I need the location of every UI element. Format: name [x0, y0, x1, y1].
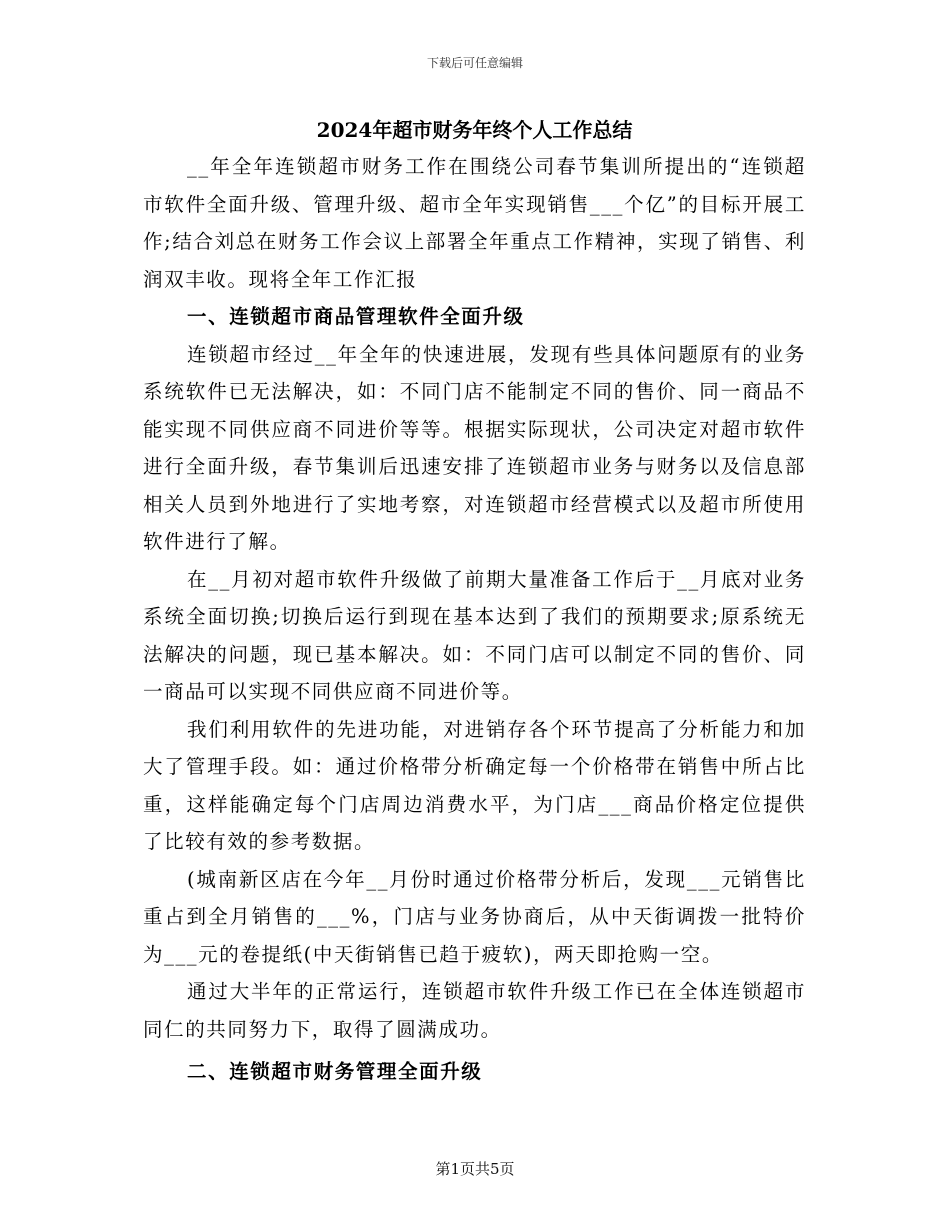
document-body — [143, 110, 806, 1091]
paragraph-3: 我们利用软件的先进功能，对进销存各个环节提高了分析能力和加大了管理手段。如：通过价格带分析确定每一个价格带在销售中所占比重，这样能确定每个门店周边消费水平，为门店___商品价格定位提供了比较有效的参考数据。 — [143, 717, 806, 853]
paragraph-2: 在__月初对超市软件升级做了前期大量准备工作后于__月底对业务系统全面切换;切换后运行到现在基本达到了我们的预期要求;原系统无法解决的问题，现已基本解决。如：不同门店可以制定不同的售价、同一商品可以实现不同供应商不同进价等。 — [143, 567, 806, 703]
section-1-heading: 一、连锁超市商品管理软件全面升级 — [187, 305, 525, 328]
paragraph-5: 通过大半年的正常运行，连锁超市软件升级工作已在全体连锁超市同仁的共同努力下，取得了圆满成功。 — [143, 980, 806, 1041]
page-header: 下载后可任意编辑 — [426, 56, 523, 70]
page-footer: 第1页共5页 — [435, 1160, 515, 1178]
paragraph-4: (城南新区店在今年__月份时通过价格带分析后，发现___元销售比重占到全月销售的___%，门店与业务协商后，从中天街调拨一批特价为___元的卷提纸(中天街销售已趋于疲软)，两天即抢购一空。 — [143, 867, 806, 966]
section-2-heading: 二、连锁超市财务管理全面升级 — [187, 1060, 483, 1083]
paragraph-1: 连锁超市经过__年全年的快速进展，发现有些具体问题原有的业务系统软件已无法解决，如：不同门店不能制定不同的售价、同一商品不能实现不同供应商不同进价等等。根据实际现状，公司决定对超市软件进行全面升级，春节集训后迅速安排了连锁超市业务与财务以及信息部相关人员到外地进行了实地考察，对连锁超市经营模式以及超市所使用软件进行了解。 — [143, 342, 806, 553]
document-title: 2024年超市财务年终个人工作总结 — [316, 118, 633, 142]
intro-paragraph: __年全年连锁超市财务工作在围绕公司春节集训所提出的“连锁超市软件全面升级、管理升级、超市全年实现销售___个亿”的目标开展工作;结合刘总在财务工作会议上部署全年重点工作精神，实现了销售、利润双丰收。现将全年工作汇报 — [143, 155, 806, 291]
